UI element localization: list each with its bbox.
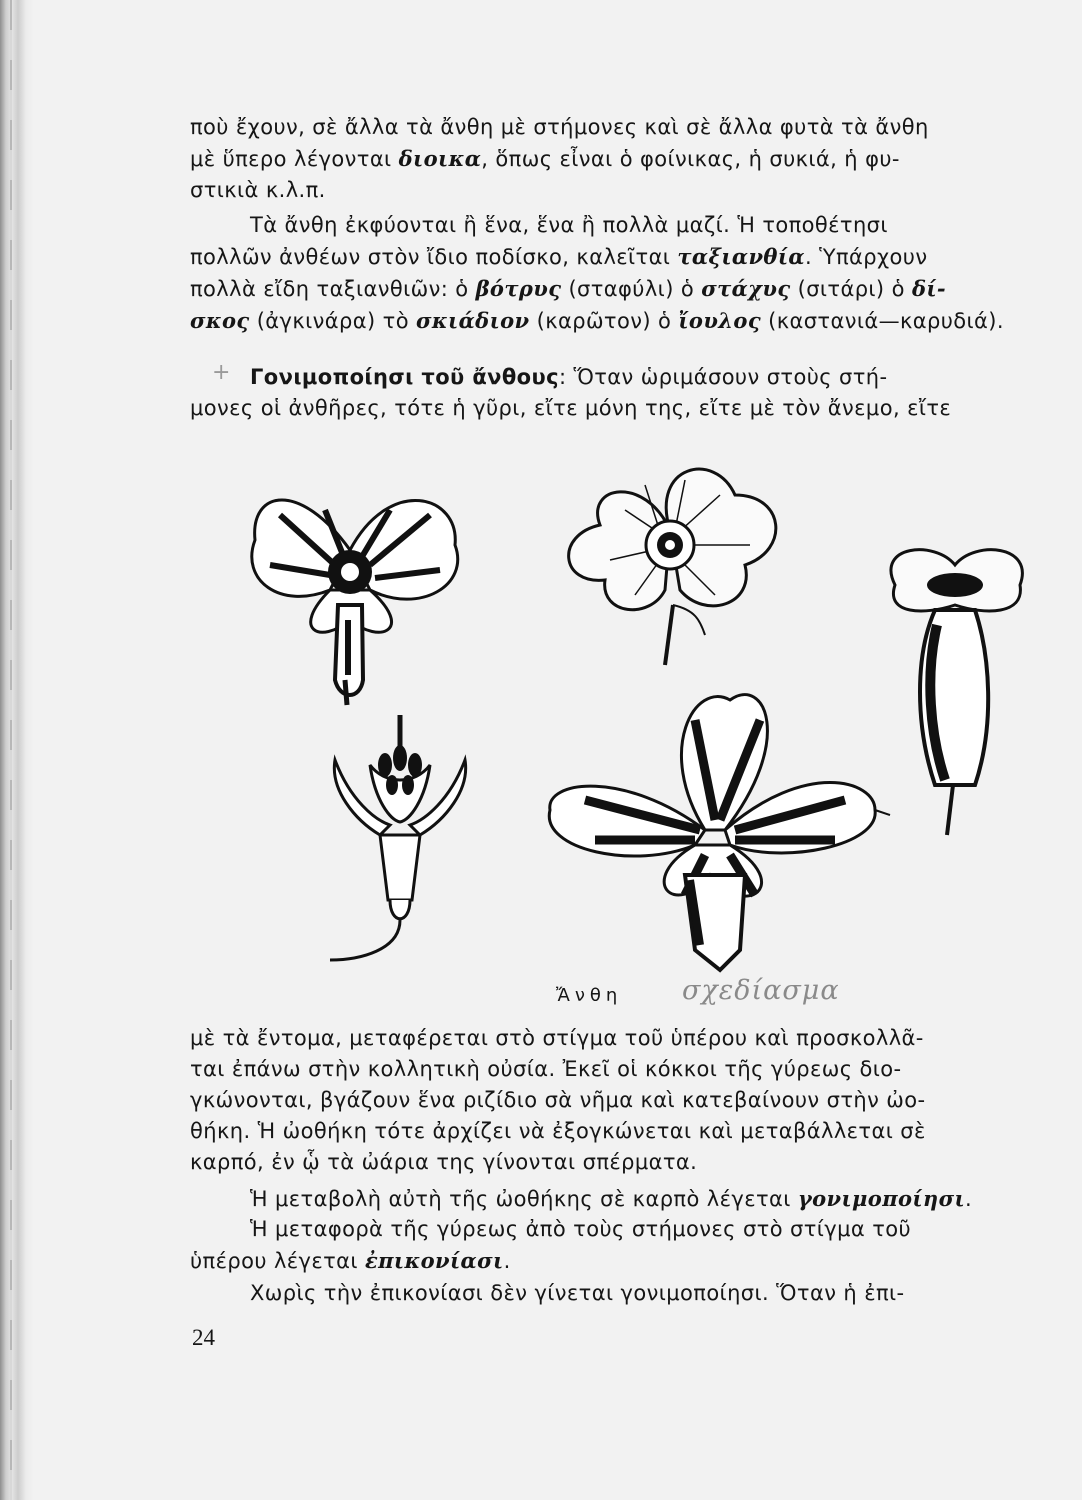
- text-span: . Ὑπάρχουν: [804, 245, 928, 269]
- term-diskos-cont: σκος: [190, 308, 250, 333]
- text-span: : Ὅταν ὡριμάσουν στοὺς στή-: [558, 365, 888, 389]
- flower-drawing-5: [545, 680, 885, 970]
- text-span: μὲ ὕπερο λέγονται: [190, 147, 399, 171]
- paragraph-fertilization-definition: [190, 1183, 1050, 1215]
- flower-drawing-2: [555, 455, 785, 670]
- text-line: ποὺ ἔχουν, σὲ ἄλλα τὰ ἄνθη μὲ στήμονες καὶ σὲ ἄλλα φυτὰ τὰ ἄνθη: [190, 115, 929, 139]
- term-botrys: βότρυς: [475, 276, 562, 301]
- paragraph-inflorescence: [190, 210, 1050, 337]
- text-line: [190, 362, 1050, 393]
- text-span: (ἀγκινάρα) τὸ: [249, 309, 417, 333]
- term-epikoniasi: ἐπικονίασι: [364, 1248, 504, 1273]
- flowers-illustration: [210, 455, 890, 975]
- text-line: [190, 305, 1050, 337]
- term-skiadion: σκιάδιον: [416, 308, 530, 333]
- text-span: πολλῶν ἀνθέων στὸν ἴδιο ποδίσκο, καλεῖται: [190, 245, 678, 269]
- term-stachys: στάχυς: [701, 276, 791, 301]
- paragraph-fertilization-heading: [190, 362, 1050, 424]
- text-span: πολλὰ εἴδη ταξιανθιῶν: ὁ: [190, 277, 476, 301]
- text-line: μονες οἱ ἀνθῆρες, τότε ἡ γῦρι, εἴτε μόνη της, εἴτε μὲ τὸν ἄνεμο, εἴτε: [190, 396, 952, 420]
- term-diskos: δί-: [911, 276, 947, 301]
- text-span: ὑπέρου λέγεται: [190, 1249, 365, 1273]
- figure-caption: Ἄνθη: [556, 985, 623, 1006]
- flower-drawing-4: [320, 710, 480, 970]
- handwritten-note: σχεδίασμα: [682, 975, 840, 1006]
- text-line: Ἡ μεταφορὰ τῆς γύρεως ἀπὸ τοὺς στήμονες στὸ στίγμα τοῦ: [250, 1217, 912, 1241]
- text-span: (σταφύλι) ὁ: [561, 277, 702, 301]
- text-line: [190, 143, 1050, 175]
- term-gonimopoiisi: γονιμοποίησι: [797, 1186, 966, 1211]
- text-line: [190, 1183, 1050, 1215]
- paragraph-dioecious: [190, 112, 1050, 206]
- text-span: Ἡ μεταβολὴ αὐτὴ τῆς ὠοθήκης σὲ καρπὸ λέγεται: [250, 1187, 798, 1211]
- text-line: ται ἐπάνω στὴν κολλητικὴ οὐσία. Ἐκεῖ οἱ κόκκοι τῆς γύρεως διο-: [190, 1057, 902, 1081]
- text-line: Χωρὶς τὴν ἐπικονίασι δὲν γίνεται γονιμοποίησι. Ὅταν ἡ ἐπι-: [250, 1281, 905, 1305]
- flower-drawing-1: [230, 470, 470, 710]
- pencil-mark: +: [212, 360, 231, 385]
- text-span: .: [503, 1249, 511, 1273]
- term-ioulos: ἴουλος: [678, 308, 762, 333]
- paragraph-pollination-definition: [190, 1214, 1050, 1277]
- text-span: (καρῶτον) ὁ: [529, 309, 679, 333]
- term-taxianthia: ταξιανθία: [677, 244, 805, 269]
- text-line: [190, 1245, 1050, 1277]
- text-line: [190, 273, 1050, 305]
- section-heading: Γονιμοποίησι τοῦ ἄνθους: [250, 365, 559, 389]
- text-line: γκώνονται, βγάζουν ἕνα ριζίδιο σὰ νῆμα καὶ κατεβαίνουν στὴν ὠο-: [190, 1088, 926, 1112]
- paragraph-pollen-transfer: [190, 1023, 1050, 1178]
- text-line: στικιὰ κ.λ.π.: [190, 178, 326, 202]
- text-span: (καστανιά—καρυδιά).: [761, 309, 1004, 333]
- text-span: .: [965, 1187, 973, 1211]
- text-line: καρπό, ἐν ᾧ τὰ ὠάρια της γίνονται σπέρματα.: [190, 1150, 698, 1174]
- page-number: 24: [192, 1325, 215, 1350]
- flower-drawing-3: [875, 545, 1035, 845]
- text-line: Τὰ ἄνθη ἐκφύονται ἢ ἕνα, ἕνα ἢ πολλὰ μαζί. Ἡ τοποθέτησι: [250, 213, 888, 237]
- text-span: , ὅπως εἶναι ὁ φοίνικας, ἡ συκιά, ἡ φυ-: [481, 147, 900, 171]
- book-page-edge: [0, 0, 34, 1500]
- text-line: [190, 241, 1050, 273]
- text-line: μὲ τὰ ἔντομα, μεταφέρεται στὸ στίγμα τοῦ ὑπέρου καὶ προσκολλᾶ-: [190, 1026, 924, 1050]
- text-line: θήκη. Ἡ ὠοθήκη τότε ἀρχίζει νὰ ἐξογκώνεται καὶ μεταβάλλεται σὲ: [190, 1119, 926, 1143]
- paragraph-closing: [190, 1278, 1050, 1309]
- text-span: (σιτάρι) ὁ: [790, 277, 912, 301]
- term-dioika: διοικα: [398, 146, 482, 171]
